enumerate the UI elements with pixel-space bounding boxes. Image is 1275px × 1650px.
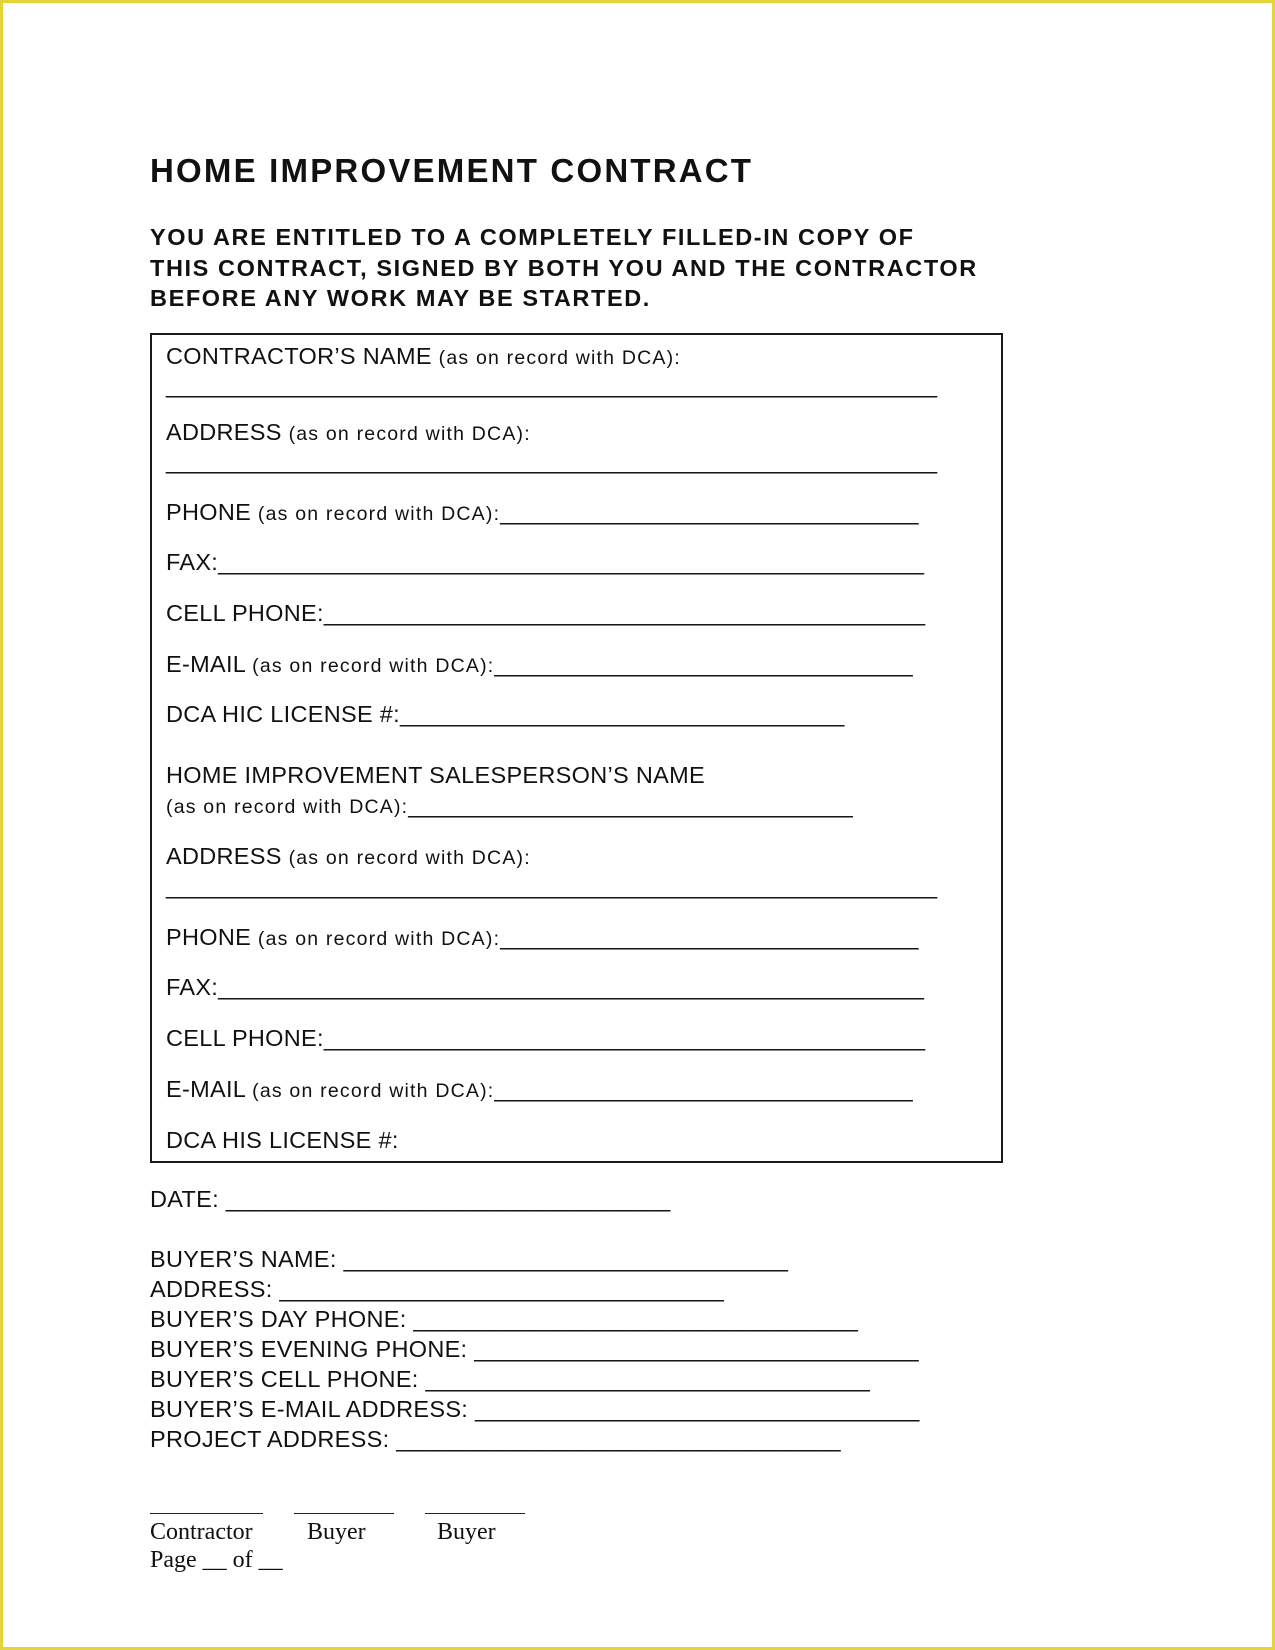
contractor-license-field[interactable]: DCA HIC LICENSE #:__________________________________ [166, 701, 845, 727]
contractor-fax-field[interactable]: FAX:______________________________________________________ [166, 549, 924, 575]
salesperson-name-field[interactable]: (as on record with DCA):__________________________________ [166, 792, 853, 818]
contractor-email-field[interactable]: E-MAIL (as on record with DCA):________________________________ [166, 651, 913, 677]
contractor-phone-field[interactable]: PHONE (as on record with DCA):________________________________ [166, 499, 919, 525]
buyer-initial-line-2[interactable] [425, 1513, 525, 1514]
buyer-email-field[interactable]: BUYER’S E-MAIL ADDRESS: __________________________________ [150, 1396, 920, 1422]
page-title: HOME IMPROVEMENT CONTRACT [150, 152, 754, 189]
contractor-name-field[interactable]: CONTRACTOR’S NAME (as on record with DCA): [166, 343, 681, 369]
salesperson-cell-field[interactable]: CELL PHONE:______________________________________________ [166, 1025, 926, 1051]
page-number: Page __ of __ [150, 1547, 283, 1573]
salesperson-name-label: HOME IMPROVEMENT SALESPERSON’S NAME [166, 762, 705, 788]
notice-line-1: YOU ARE ENTITLED TO A COMPLETELY FILLED-IN COPY OF [150, 224, 915, 250]
contractor-cell-field[interactable]: CELL PHONE:______________________________________________ [166, 600, 926, 626]
buyer-name-field[interactable]: BUYER’S NAME: __________________________________ [150, 1246, 788, 1272]
contractor-initial-line[interactable] [150, 1513, 263, 1514]
salesperson-email-field[interactable]: E-MAIL (as on record with DCA):________________________________ [166, 1076, 913, 1102]
project-address-field[interactable]: PROJECT ADDRESS: __________________________________ [150, 1426, 841, 1452]
salesperson-address-field[interactable]: ADDRESS (as on record with DCA): [166, 843, 531, 869]
salesperson-phone-field[interactable]: PHONE (as on record with DCA):________________________________ [166, 924, 919, 950]
copy-notice [150, 222, 978, 314]
buyer-day-phone-field[interactable]: BUYER’S DAY PHONE: __________________________________ [150, 1306, 858, 1332]
contractor-address-blank[interactable]: ___________________________________________________________ [166, 448, 938, 474]
buyer-initial-label-2: Buyer [437, 1519, 496, 1545]
notice-line-3: BEFORE ANY WORK MAY BE STARTED. [150, 285, 651, 311]
contractor-address-field[interactable]: ADDRESS (as on record with DCA): [166, 419, 531, 445]
contractor-initial-label: Contractor [150, 1519, 253, 1545]
salesperson-fax-field[interactable]: FAX:______________________________________________________ [166, 974, 924, 1000]
salesperson-address-blank[interactable]: ___________________________________________________________ [166, 873, 938, 899]
buyer-initial-line-1[interactable] [294, 1513, 394, 1514]
date-field[interactable]: DATE: __________________________________ [150, 1186, 671, 1212]
buyer-cell-phone-field[interactable]: BUYER’S CELL PHONE: __________________________________ [150, 1366, 870, 1392]
buyer-address-field[interactable]: ADDRESS: __________________________________ [150, 1276, 724, 1302]
buyer-evening-phone-field[interactable]: BUYER’S EVENING PHONE: __________________________________ [150, 1336, 919, 1362]
contractor-name-blank[interactable]: ___________________________________________________________ [166, 372, 938, 398]
salesperson-license-field[interactable]: DCA HIS LICENSE #: [166, 1127, 399, 1153]
buyer-initial-label-1: Buyer [307, 1519, 366, 1545]
notice-line-2: THIS CONTRACT, SIGNED BY BOTH YOU AND THE CONTRACTOR [150, 254, 978, 281]
